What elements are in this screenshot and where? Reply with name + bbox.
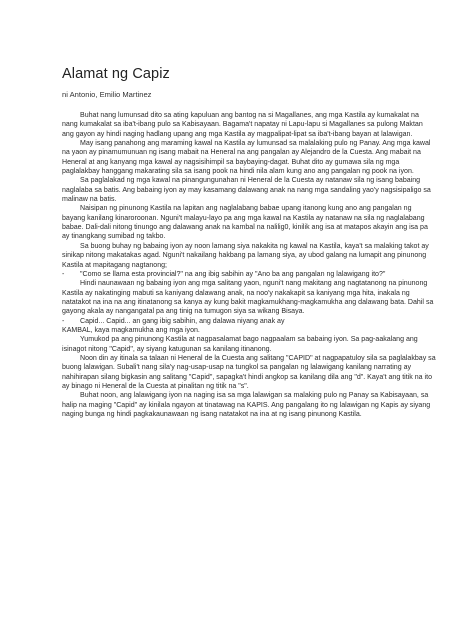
paragraph: Sa paglalakad ng mga kawal na pinangungunahan ni Heneral de la Cuesta ay natanaw sila ng isang babaing naglalaba sa batis. Ang babaing iyon ay may kasamang dalawang anak na nang mga sandaling yao'y nagsisipaligo sa malinaw na batis.: [62, 177, 431, 204]
paragraph: Naisipan ng pinunong Kastila na lapitan ang naglalabang babae upang itanong kung ano ang pangalan ng bayang kanilang kinaroroonan. Nguni't malayu-layo pa ang mga kawal na Kastila ay natanaw na sila ng naglalabang babae. Dali-dali nitong tinungo ang dalawang anak na kambal na nalilig0, kinilik ang isa at matapos akayin ang isa pa ay tinangkang sumibad ng takbo.: [62, 205, 428, 241]
dialogue-text: Capid... Capid... an gang ibig sabihin, ang dalawa niyang anak ay: [80, 317, 285, 325]
dialogue-line: [62, 317, 436, 326]
document-title: Alamat ng Capiz: [62, 66, 170, 82]
paragraph: Noon din ay itinala sa talaan ni Heneral de la Cuesta ang salitang "CAPID" at nagpapatuloy sila sa paglalakbay sa buong lalawigan. Subali't nang sila'y nag-usap-usap na tungkol sa pangalan ng lalawigang kanilang narrating ay nahihirapan silang bigkasin ang salitang "Capid", sapagka't hindi angkop sa kanilang dila ang "d". Kaya't ang titik na ito ay binago ni Heneral de la Cuesta at pinalitan ng titik na "s".: [62, 354, 436, 390]
paragraph: Hindi naunawaan ng babaing iyon ang mga salitang yaon, nguni't nang makitang ang nagtatanong na pinunong Kastila ay nakatinging mabuti sa kaniyang dalawang anak, na noo'y nakakapit sa kaniyang mga hita, inakala ng natatakot na ina na ang itinatanong sa kanya ay kung bakit magkamukhang-magkamukha ang dalawang bata. Dahil sa gayong akala ay nangangatal pa ang tinig na tumugon siya sa wikang Bisaya.: [62, 280, 434, 316]
dash-bullet: -: [62, 317, 65, 325]
paragraph: Yumukod pa ang pinunong Kastila at nagpasalamat bago nagpaalam sa babaing iyon. Sa pag-aakalang ang isinagot nitong "Capid", ay siyang katugunan sa kanilang itinanong.: [62, 336, 418, 353]
paragraph: Buhat noon, ang lalawigang iyon na naging isa sa mga lalawigan sa malaking pulo ng Panay sa Kabisayaan, sa halip na maging "Capid" ay kinilala ngayon at tinatawag na KAPIS. Ang pangalang ito ng lalawigan ng Kapis ay siyang naging bunga ng hindi pagkakaunawaan ng isang natatakot na ina at ng isang pinunong Kastila.: [62, 392, 431, 418]
dialogue-text: "Como se llama esta provincial?" na ang ibig sabihin ay "Ano ba ang pangalan ng lalawigang ito?": [80, 270, 386, 278]
paragraph: Buhat nang lumunsad dito sa ating kapuluan ang bantog na si Magallanes, ang mga Kastila ay kumakalat na nang kumakalat sa iba't-ibang pulo sa Kabisayaan. Bagama't napatay ni Lapu-lapu si Magallanes sa pulong Maktan ang gayon ay hindi naging hadlang upang ang mga Kastila ay magpalipat-lipat sa iba't-ibang bayan at lalawigan.: [62, 112, 423, 138]
document-authors: ni Antonio, Emilio Martinez: [62, 90, 152, 99]
paragraph: May isang panahong ang maraming kawal na Kastila ay lumunsad sa malalaking pulo ng Panay. Ang mga kawal na yaon ay pinamumunuan ng isang mabait na Heneral na ang pangalan ay Alejandro de la Cuesta. Ang mabait na Heneral at ang kanyang mga kawal ay nagsisihimpil sa baybaying-dagat. Buhat dito ay gumawa sila ng mga paglalakbay hanggang makarating sila sa isang pook na hindi nila alam kung ano ang pangalan ng pook na iyon.: [62, 140, 431, 176]
paragraph-continuation: KAMBAL, kaya magkamukha ang mga iyon.: [62, 326, 200, 334]
paragraph: Sa buong buhay ng babaing iyon ay noon lamang siya nakakita ng kawal na Kastila, kaya't sa malaking takot ay sinikap nitong makatakas agad. Nguni't nakailang hakbang pa lamang siya, ay ubod galang na lumapit ang pinunong Kastila at mapitagang nagtanong;: [62, 242, 429, 269]
dash-bullet: -: [62, 270, 65, 278]
document-body: [62, 111, 436, 419]
dialogue-line: [62, 270, 436, 279]
